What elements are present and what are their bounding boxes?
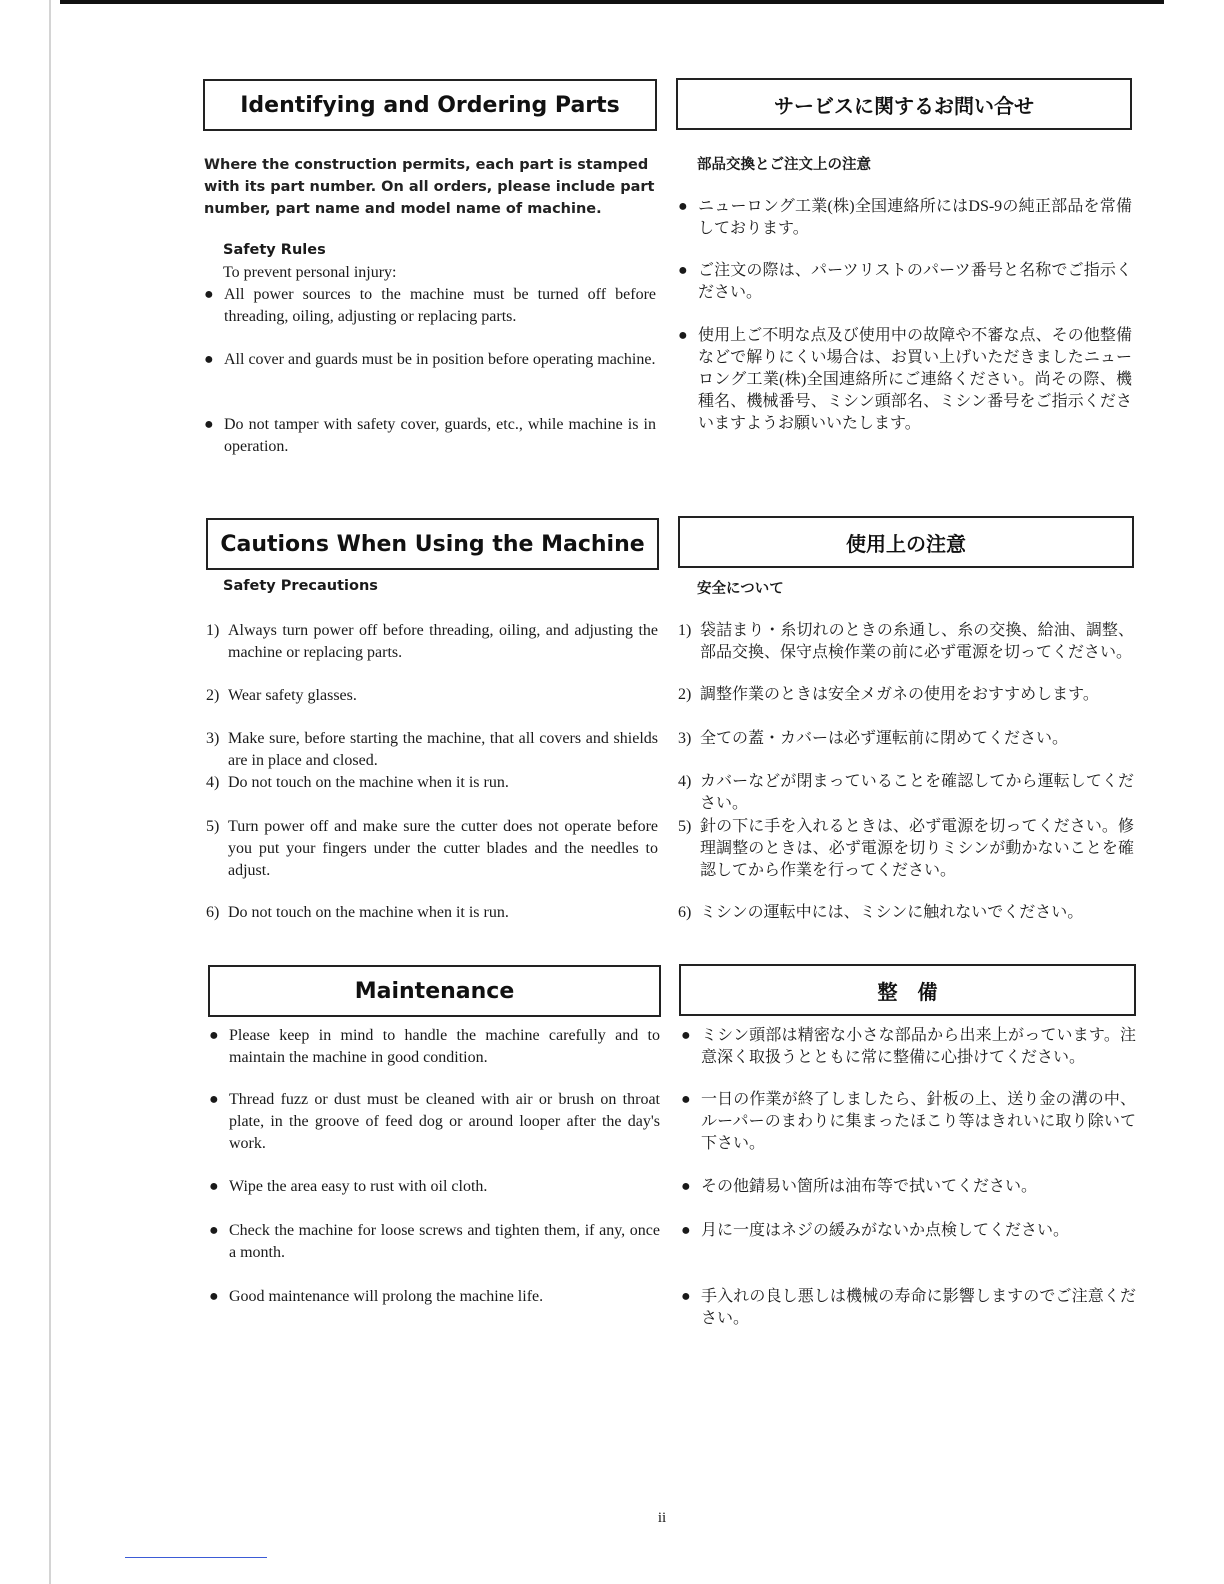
cautions-title-box <box>206 518 659 570</box>
caution-jp-item-3: 3) 全ての蓋・カバーは必ず運転前に閉めてください。 <box>678 730 1069 747</box>
scan-mark-line <box>125 1557 267 1558</box>
bullet-icon: ● <box>209 1178 219 1195</box>
caution-item-5: 5) Turn power off and make sure the cutter does not operate before you put your fingers under the cutter blades and the needles to adjust. <box>206 818 658 879</box>
bullet-icon: ● <box>681 1091 691 1108</box>
identify-title: Identifying and Ordering Parts <box>240 92 620 118</box>
service-title-box <box>676 78 1132 130</box>
bullet-icon: ● <box>678 327 688 344</box>
cautions-jp-title: 使用上の注意 <box>846 531 966 556</box>
maintenance-jp-title: 整 備 <box>877 979 938 1004</box>
bullet-icon: ● <box>681 1178 691 1195</box>
maintenance-jp-bullet-1: ● ミシン頭部は精密な小さな部品から出来上がっています。注意深く取扱うとともに常に整備に心掛けてください。 <box>681 1027 1136 1066</box>
maintenance-title: Maintenance <box>354 978 515 1004</box>
caution-item-4: 4) Do not touch on the machine when it is run. <box>206 774 509 791</box>
bullet-icon: ● <box>209 1091 219 1108</box>
service-bullet-3: ● 使用上ご不明な点及び使用中の故障や不審な点、その他整備などで解りにくい場合は、お買い上げいただきましたニューロング工業(株)全国連絡所にご連絡ください。尚その際、機種名、機械番号、ミシン頭部名、ミシン番号をご指示くださいますようお願いいたします。 <box>678 327 1132 432</box>
identify-intro: Where the construction permits, each part is stamped with its part number. On all orders, please include part number, part name and model name of machine. <box>204 157 655 217</box>
cautions-subtitle: Safety Precautions <box>223 578 378 594</box>
bullet-icon: ● <box>681 1288 691 1305</box>
safety-rules-title: Safety Rules <box>223 242 326 258</box>
safety-bullet-2: ● All cover and guards must be in position before operating machine. <box>204 349 656 371</box>
scan-edge <box>49 0 51 1584</box>
bullet-icon: ● <box>209 1027 219 1044</box>
maintenance-bullet-2: ● Thread fuzz or dust must be cleaned with air or brush on throat plate, in the groove of feed dog or around looper after the day's work. <box>209 1091 660 1152</box>
maintenance-jp-bullet-2: ● 一日の作業が終了しましたら、針板の上、送り金の溝の中、ルーパーのまわりに集まったほこり等はきれいに取り除いて下さい。 <box>681 1091 1136 1152</box>
service-bullet-1: ● ニューロング工業(株)全国連絡所にはDS-9の純正部品を常備しております。 <box>678 198 1132 237</box>
maintenance-bullet-1: ● Please keep in mind to handle the machine carefully and to maintain the machine in good condition. <box>209 1027 660 1066</box>
maintenance-bullet-3: ● Wipe the area easy to rust with oil cloth. <box>209 1176 660 1198</box>
bullet-icon: ● <box>204 351 214 368</box>
bullet-icon: ● <box>681 1222 691 1239</box>
cautions-title: Cautions When Using the Machine <box>220 531 645 557</box>
bullet-icon: ● <box>204 416 214 433</box>
bullet-icon: ● <box>204 286 214 303</box>
caution-jp-item-6: 6) ミシンの運転中には、ミシンに触れないでください。 <box>678 904 1084 921</box>
safety-bullet-1: ● All power sources to the machine must be turned off before threading, oiling, adjusting or replacing parts. <box>204 286 656 325</box>
maintenance-jp-bullet-5: ● 手入れの良し悪しは機械の寿命に影響しますのでご注意ください。 <box>681 1288 1136 1327</box>
safety-bullet-3: ● Do not tamper with safety cover, guards, etc., while machine is in operation. <box>204 416 656 455</box>
service-title: サービスに関するお問い合せ <box>774 93 1034 118</box>
caution-jp-item-5: 5) 針の下に手を入れるときは、必ず電源を切ってください。修理調整のときは、必ず電源を切りミシンが動かないことを確認してから作業を行ってください。 <box>678 818 1134 879</box>
service-subtitle: 部品交換とご注文上の注意 <box>697 157 871 173</box>
page-number: ii <box>657 1510 667 1526</box>
service-bullet-2: ● ご注文の際は、パーツリストのパーツ番号と名称でご指示ください。 <box>678 262 1132 301</box>
maintenance-bullet-4: ● Check the machine for loose screws and tighten them, if any, once a month. <box>209 1222 660 1261</box>
bullet-icon: ● <box>209 1222 219 1239</box>
maintenance-title-box <box>208 965 661 1017</box>
maintenance-bullet-5: ● Good maintenance will prolong the machine life. <box>209 1286 660 1308</box>
caution-item-3: 3) Make sure, before starting the machine, that all covers and shields are in place and closed. <box>206 730 658 769</box>
safety-rules-intro: To prevent personal injury: <box>223 264 397 281</box>
caution-jp-item-1: 1) 袋詰まり・糸切れのときの糸通し、糸の交換、給油、調整、部品交換、保守点検作業の前に必ず電源を切ってください。 <box>678 622 1134 661</box>
bullet-icon: ● <box>678 198 688 215</box>
caution-item-6: 6) Do not touch on the machine when it is run. <box>206 904 509 921</box>
bullet-icon: ● <box>681 1027 691 1044</box>
cautions-jp-subtitle: 安全について <box>697 581 784 597</box>
caution-jp-item-4: 4) カバーなどが閉まっていることを確認してから運転してください。 <box>678 773 1134 812</box>
maintenance-jp-bullet-3: ● その他錆易い箇所は油布等で拭いてください。 <box>681 1176 1136 1198</box>
caution-jp-item-2: 2) 調整作業のときは安全メガネの使用をおすすめします。 <box>678 686 1099 703</box>
identify-title-box <box>203 79 657 131</box>
maintenance-jp-title-box <box>679 964 1136 1016</box>
caution-item-2: 2) Wear safety glasses. <box>206 687 357 704</box>
bullet-icon: ● <box>678 262 688 279</box>
cautions-jp-title-box <box>678 516 1134 568</box>
maintenance-jp-bullet-4: ● 月に一度はネジの緩みがないか点検してください。 <box>681 1220 1136 1242</box>
caution-item-1: 1) Always turn power off before threading, oiling, and adjusting the machine or replacing parts. <box>206 622 658 661</box>
top-border <box>60 0 1164 4</box>
bullet-icon: ● <box>209 1288 219 1305</box>
